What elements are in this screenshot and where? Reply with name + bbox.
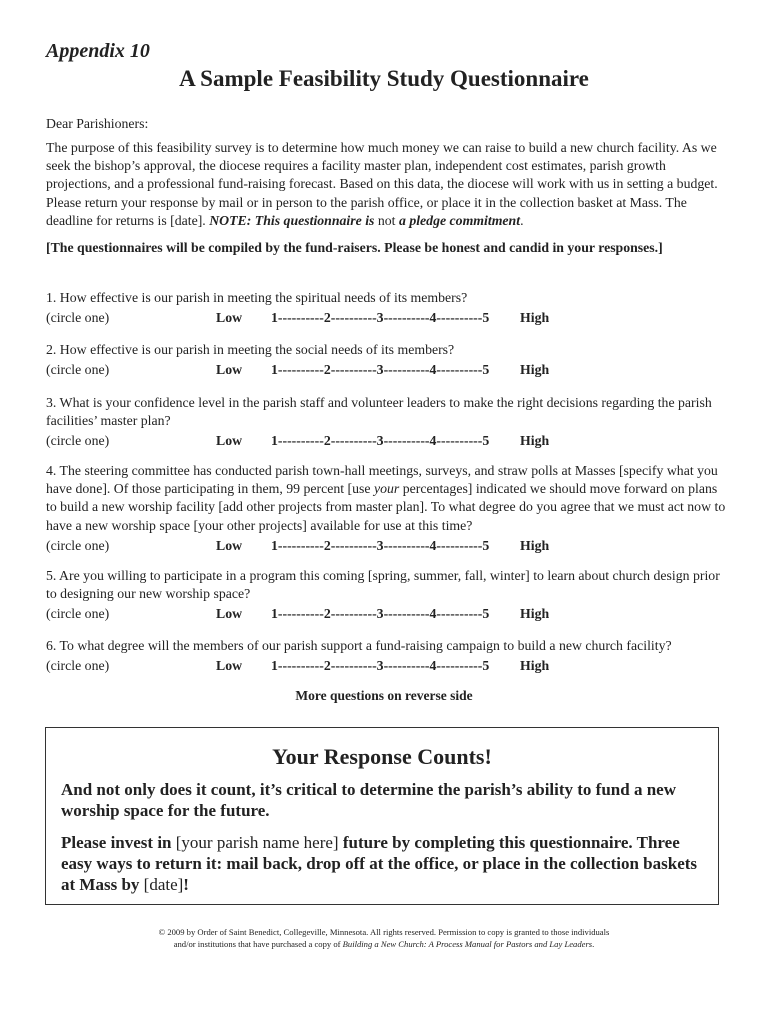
scale-range[interactable]: 1----------2----------3----------4----------5 bbox=[271, 537, 490, 553]
circle-instruction: (circle one) bbox=[46, 658, 110, 674]
question-text: 5. Are you willing to participate in a program this coming [spring, summer, fall, winter] to learn about church design prior to designing our new worship space? bbox=[46, 568, 720, 602]
callout-exclaim: ! bbox=[183, 875, 189, 894]
scale-high-label: High bbox=[520, 310, 550, 326]
scale-low-label: Low bbox=[216, 433, 243, 449]
scale-low-label: Low bbox=[216, 310, 243, 326]
question-text-em: your bbox=[373, 481, 400, 497]
rating-scale[interactable] bbox=[46, 361, 726, 381]
footer-period: . bbox=[592, 939, 595, 949]
footer-line-1: © 2009 by Order of Saint Benedict, Collegeville, Minnesota. All rights reserved. Permission to copy is granted to those individuals bbox=[158, 927, 610, 937]
question-2 bbox=[46, 341, 726, 381]
note-label: NOTE: This questionnaire is bbox=[209, 212, 375, 228]
question-text bbox=[46, 462, 726, 535]
question-4 bbox=[46, 462, 726, 557]
rating-scale[interactable] bbox=[46, 657, 726, 677]
question-6 bbox=[46, 637, 726, 677]
scale-range[interactable]: 1----------2----------3----------4----------5 bbox=[271, 310, 490, 326]
scale-low-label: Low bbox=[216, 658, 243, 674]
response-callout-box bbox=[45, 727, 719, 905]
note-period: . bbox=[520, 212, 524, 228]
callout-invest: Please invest in bbox=[61, 833, 172, 852]
scale-high-label: High bbox=[520, 433, 550, 449]
scale-range[interactable]: 1----------2----------3----------4----------5 bbox=[271, 658, 490, 674]
note-tail: a pledge commitment bbox=[398, 212, 521, 228]
scale-high-label: High bbox=[520, 658, 550, 674]
copyright-footer bbox=[0, 926, 768, 950]
scale-low-label: Low bbox=[216, 606, 243, 622]
scale-range[interactable]: 1----------2----------3----------4----------5 bbox=[271, 362, 490, 378]
question-1 bbox=[46, 289, 726, 329]
circle-instruction: (circle one) bbox=[46, 433, 110, 449]
intro-text: The purpose of this feasibility survey is to determine how much money we can raise to build a new church facility. As we seek the bishop’s approval, the diocese requires a facility master plan, independent cost estimates, parish growth projections, and a professional fund-raising forecast. Based on this data, the diocese will work with us in setting a budget. Please return your response by mail or in person to the parish office, or place it in the collection basket at Mass. The deadline for returns is [date]. bbox=[46, 140, 718, 228]
callout-parish-placeholder: [your parish name here] bbox=[175, 833, 339, 852]
question-text-b: percentages] indicated we should move forward on plans to build a new worship facility [add other projects from master plan]. To what degree do you agree that we must act now to have a new worship space [your other projects] available for use at this time? bbox=[46, 481, 726, 533]
callout-instructions: future by completing this questionnaire. Three easy ways to return it: mail back, drop off at the office, or place in the collection baskets at Mass by bbox=[61, 833, 698, 894]
rating-scale[interactable] bbox=[46, 605, 726, 625]
rating-scale[interactable] bbox=[46, 309, 726, 329]
question-text: 3. What is your confidence level in the parish staff and volunteer leaders to make the right decisions regarding the parish facilities’ master plan? bbox=[46, 395, 712, 429]
note-not: not bbox=[377, 212, 396, 228]
scale-high-label: High bbox=[520, 362, 550, 378]
circle-instruction: (circle one) bbox=[46, 537, 110, 553]
question-3 bbox=[46, 394, 726, 452]
callout-date-placeholder: [date] bbox=[143, 875, 184, 894]
callout-paragraph-2 bbox=[61, 832, 711, 895]
question-text: 1. How effective is our parish in meeting the spiritual needs of its members? bbox=[46, 290, 468, 305]
question-text: 2. How effective is our parish in meeting the social needs of its members? bbox=[46, 342, 455, 357]
footer-line-2-text: and/or institutions that have purchased a copy of bbox=[173, 939, 341, 949]
footer-book-title: Building a New Church: A Process Manual for Pastors and Lay Leaders bbox=[342, 939, 593, 949]
more-questions-note: More questions on reverse side bbox=[295, 688, 473, 703]
scale-low-label: Low bbox=[216, 362, 243, 378]
page-title: A Sample Feasibility Study Questionnaire bbox=[179, 66, 589, 91]
question-text-a: 4. The steering committee has conducted parish town-hall meetings, surveys, and straw polls at Masses [specify what you have done]. Of those participating in them, 99 percent [use bbox=[46, 463, 718, 497]
appendix-label: Appendix 10 bbox=[46, 40, 150, 62]
circle-instruction: (circle one) bbox=[46, 362, 110, 378]
scale-range[interactable]: 1----------2----------3----------4----------5 bbox=[271, 606, 490, 622]
scale-low-label: Low bbox=[216, 537, 243, 553]
intro-paragraph bbox=[46, 139, 726, 230]
callout-paragraph-1: And not only does it count, it’s critical to determine the parish’s ability to fund a new worship space for the future. bbox=[61, 780, 676, 820]
footer-line-2 bbox=[0, 938, 768, 950]
notice-paragraph: [The questionnaires will be compiled by the fund-raisers. Please be honest and candid in your responses.] bbox=[46, 240, 663, 255]
question-text: 6. To what degree will the members of our parish support a fund-raising campaign to build a new church facility? bbox=[46, 638, 672, 653]
salutation: Dear Parishioners: bbox=[46, 116, 149, 131]
scale-high-label: High bbox=[520, 537, 550, 553]
callout-title: Your Response Counts! bbox=[272, 744, 492, 769]
scale-high-label: High bbox=[520, 606, 550, 622]
rating-scale[interactable] bbox=[46, 537, 726, 557]
rating-scale[interactable] bbox=[46, 432, 726, 452]
scale-range[interactable]: 1----------2----------3----------4----------5 bbox=[271, 433, 490, 449]
circle-instruction: (circle one) bbox=[46, 310, 110, 326]
circle-instruction: (circle one) bbox=[46, 606, 110, 622]
question-5 bbox=[46, 567, 726, 625]
